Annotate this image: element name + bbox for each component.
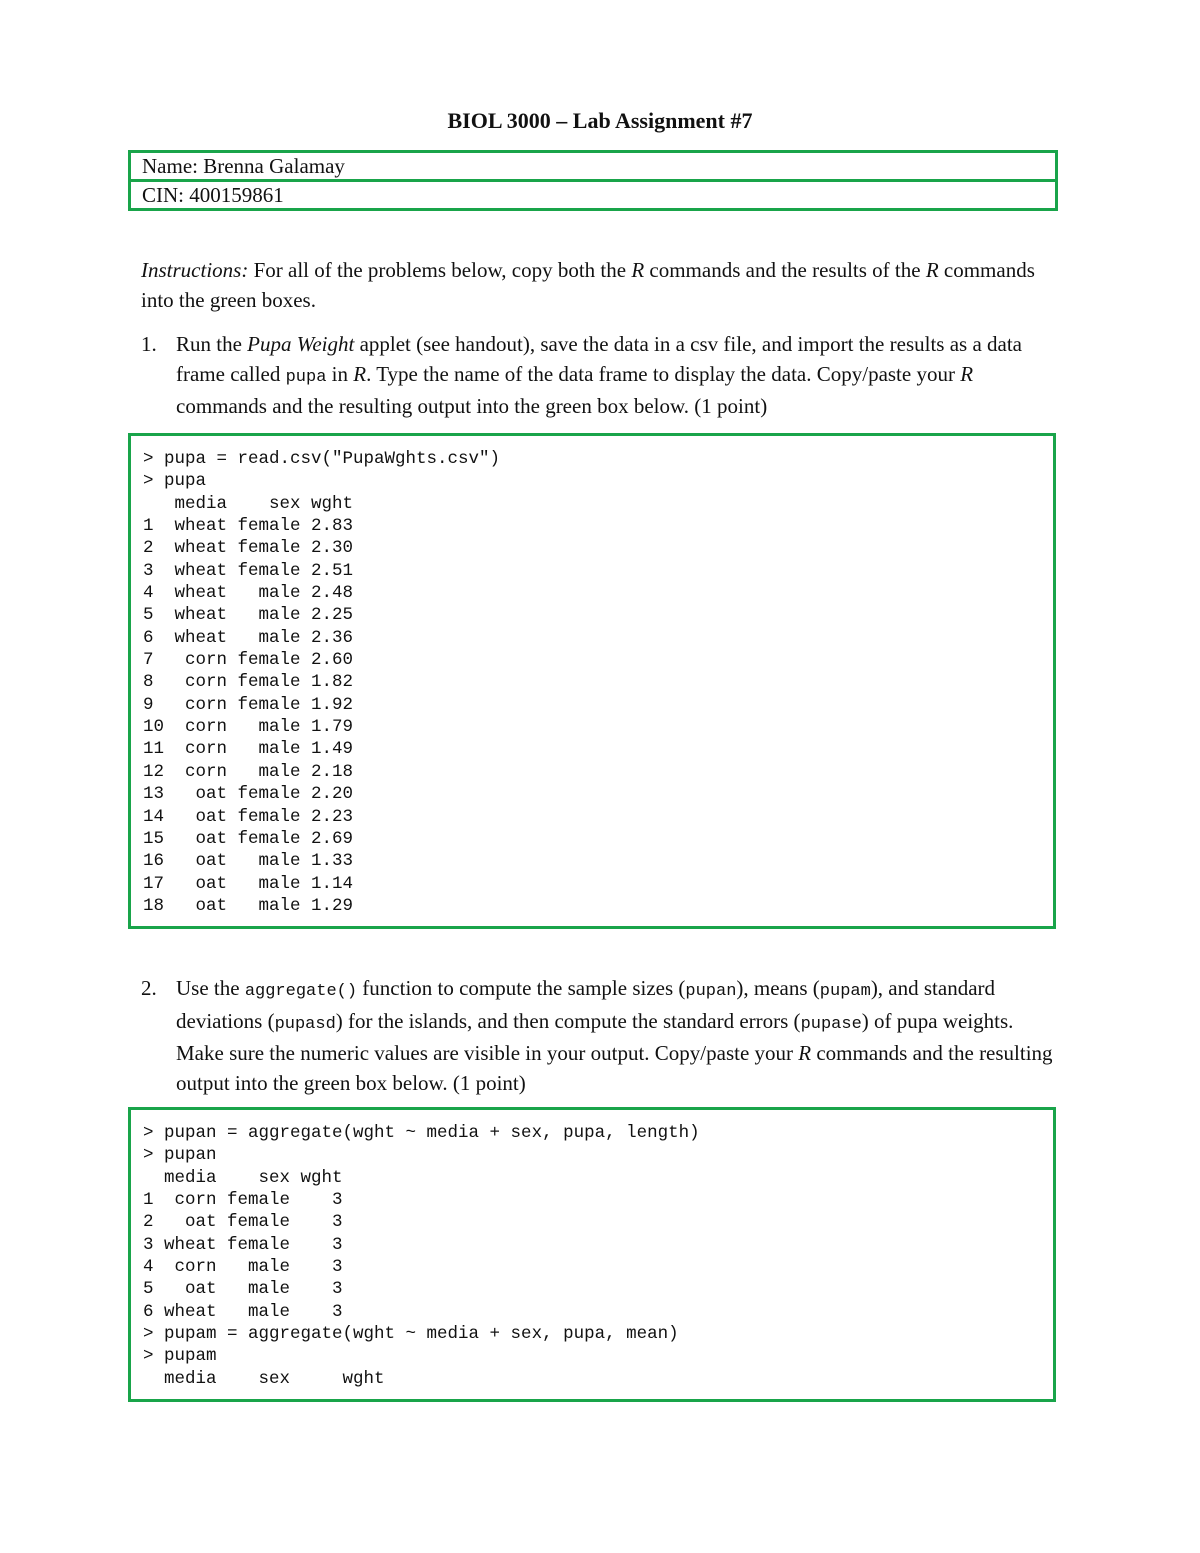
applet-name: Pupa Weight [247,332,355,356]
question-number: 2. [141,976,157,1000]
r-code-output-2: > pupan = aggregate(wght ~ media + sex, pupa, length) > pupan media sex wght 1 corn female 3 2 oat female 3 3 wheat female 3 4 corn male 3 5 oat male 3 6 wheat male 3 > pupam = aggregate(wght ~ media + sex, pupa, mean) > pupam media sex wght [143,1123,700,1389]
question-1 [141,330,1061,422]
student-info-box [128,150,1058,211]
question-1-text: Run the Pupa Weight applet (see handout), save the data in a csv file, and import the results as a data frame called pupa in R. Type the name of the data frame to display the data. Copy/paste your R commands and the resulting output into the green box below. (1 point) [176,332,1022,418]
instructions-label: Instructions: [141,258,249,282]
question-2 [141,974,1061,1098]
answer-box-2 [128,1107,1056,1402]
instructions-paragraph: Instructions: For all of the problems below, copy both the R commands and the results of the R commands into the green boxes. [141,258,1035,312]
document-title: BIOL 3000 – Lab Assignment #7 [447,108,753,133]
question-2-text: Use the aggregate() function to compute the sample sizes (pupan), means (pupam), and standard deviations (pupasd) for the islands, and then compute the standard errors (pupase) of pupa weights. Make sure the numeric values are visible in your output. Copy/paste your R commands and the resulting output into the green box below. (1 point) [176,976,1053,1095]
student-name: Name: Brenna Galamay [142,154,345,178]
answer-box-1 [128,433,1056,929]
student-cin: CIN: 400159861 [131,179,1055,208]
question-number: 1. [141,332,157,356]
r-code-output-1: > pupa = read.csv("PupaWghts.csv") > pupa media sex wght 1 wheat female 2.83 2 wheat female 2.30 3 wheat female 2.51 4 wheat male 2.48 5 wheat male 2.25 6 wheat male 2.36 7 corn female 2.60 8 corn female 1.82 9 corn female 1.92 10 corn male 1.79 11 corn male 1.49 12 corn male 2.18 13 oat female 2.20 14 oat female 2.23 15 oat female 2.69 16 oat male 1.33 17 oat male 1.14 18 oat male 1.29 [143,449,501,916]
